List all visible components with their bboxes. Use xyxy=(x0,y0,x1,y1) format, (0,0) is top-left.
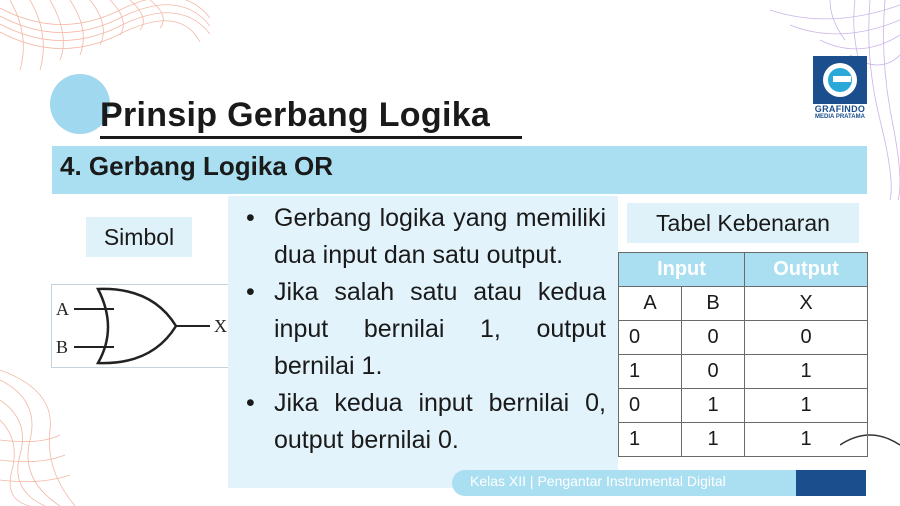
table-cell: 1 xyxy=(745,423,868,457)
gate-input-a-label: A xyxy=(56,299,69,319)
header-output: Output xyxy=(745,253,868,287)
header-input: Input xyxy=(619,253,745,287)
bullet-item: • Jika salah satu atau kedua input bernilai 1, output bernilai 1. xyxy=(244,274,606,385)
footer-text: Kelas XII | Pengantar Instrumental Digital xyxy=(470,473,726,489)
table-cell: 0 xyxy=(682,321,745,355)
table-cell: 1 xyxy=(619,355,682,389)
column-b: B xyxy=(682,287,745,321)
table-row xyxy=(619,423,868,457)
table-cell: 0 xyxy=(745,321,868,355)
bullet-item: • Jika kedua input bernilai 0, output bernilai 0. xyxy=(244,385,606,459)
logo-tagline: MEDIA PRATAMA xyxy=(815,114,865,120)
table-cell: 1 xyxy=(745,355,868,389)
table-cell: 1 xyxy=(682,389,745,423)
table-cell: 1 xyxy=(682,423,745,457)
bullet-item: • Gerbang logika yang memiliki dua input dan satu output. xyxy=(244,200,606,274)
title-underline xyxy=(100,136,522,139)
gate-output-label: X xyxy=(214,316,227,336)
truth-table-label: Tabel Kebenaran xyxy=(627,203,859,243)
bullet-list xyxy=(244,200,606,459)
table-row xyxy=(619,321,868,355)
footer-page-block xyxy=(796,470,866,496)
slide-title: Prinsip Gerbang Logika xyxy=(100,96,491,134)
or-gate-icon xyxy=(52,285,230,367)
or-gate-symbol xyxy=(51,284,231,368)
table-row xyxy=(619,355,868,389)
truth-table xyxy=(618,252,868,457)
table-cell: 0 xyxy=(619,389,682,423)
column-a: A xyxy=(619,287,682,321)
table-cell: 0 xyxy=(682,355,745,389)
column-x: X xyxy=(745,287,868,321)
table-row xyxy=(619,389,868,423)
decorative-mesh-top-left xyxy=(0,0,210,70)
table-cell: 1 xyxy=(745,389,868,423)
logo-name: GRAFINDO xyxy=(814,104,866,114)
decorative-mesh-bottom-left xyxy=(0,360,80,506)
section-title: 4. Gerbang Logika OR xyxy=(60,151,334,181)
table-cell: 1 xyxy=(619,423,682,457)
gate-input-b-label: B xyxy=(56,337,69,357)
symbol-label: Simbol xyxy=(86,217,192,257)
table-cell: 0 xyxy=(619,321,682,355)
